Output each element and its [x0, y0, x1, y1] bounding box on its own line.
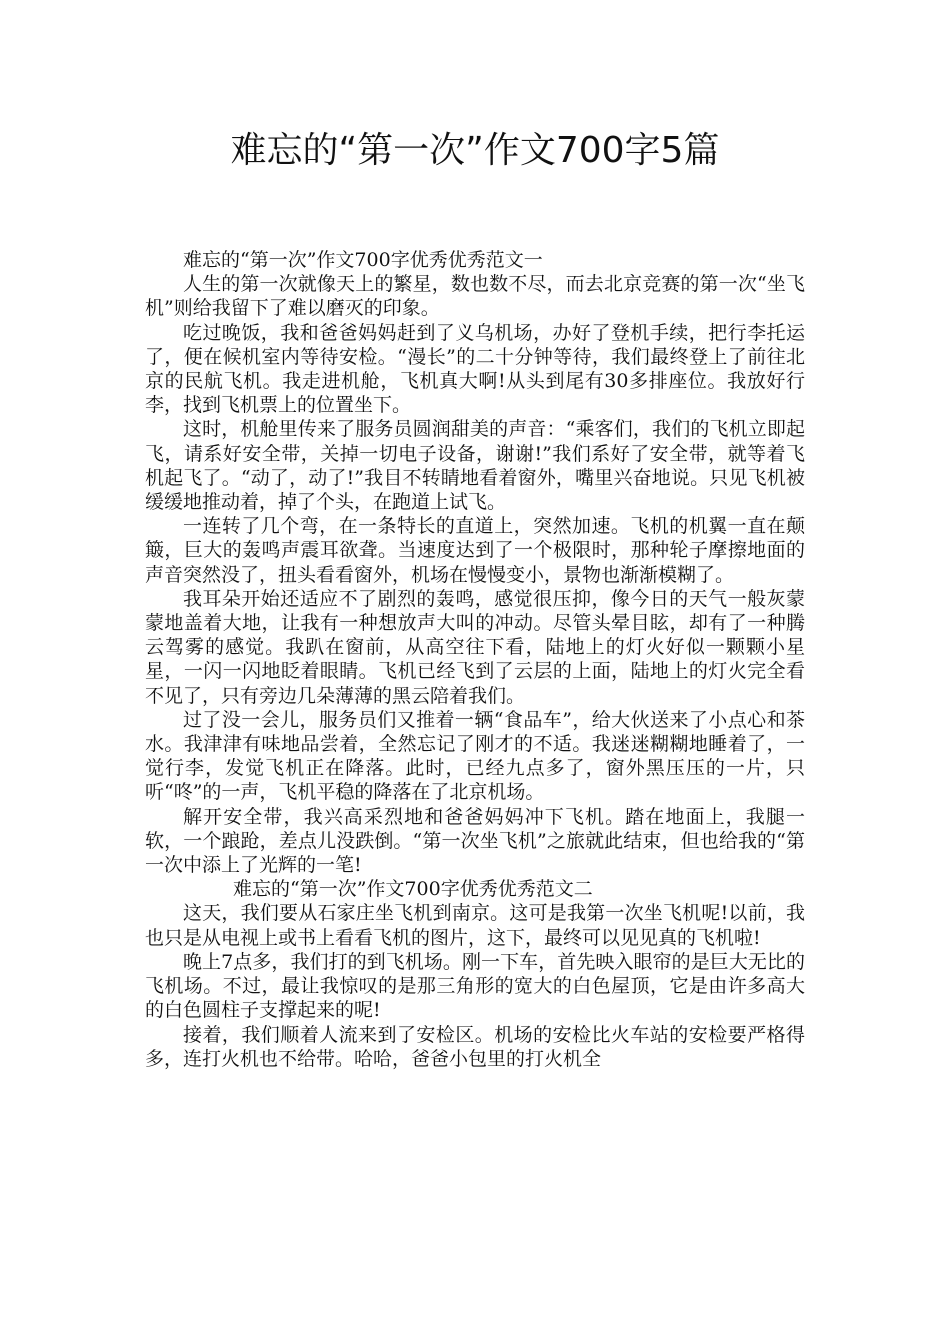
section-heading: 难忘的“第一次”作文700字优秀优秀范文二	[233, 878, 593, 901]
paragraph: 这时，机舱里传来了服务员圆润甜美的声音：“乘客们，我们的飞机立即起飞，请系好安全带，关掉一切电子设备，谢谢!”我们系好了安全带，就等着飞机起飞了。“动了，动了!”我目不转睛地看着窗外，嘴里兴奋地说。只见飞机被缓缓地推动着，掉了个头，在跑道上试飞。	[145, 418, 805, 514]
paragraph: 这天，我们要从石家庄坐飞机到南京。这可是我第一次坐飞机呢!以前，我也只是从电视上或书上看看飞机的图片，这下，最终可以见见真的飞机啦!	[145, 902, 805, 949]
document-body	[145, 248, 805, 1071]
paragraph: 过了没一会儿，服务员们又推着一辆“食品车”，给大伙送来了小点心和茶水。我津津有味地品尝着，全然忘记了刚才的不适。我迷迷糊糊地睡着了，一觉行李，发觉飞机正在降落。此时，已经九点多了，窗外黑压压的一片，只听“咚”的一声，飞机平稳的降落在了北京机场。	[145, 708, 805, 804]
paragraph: 人生的第一次就像天上的繁星，数也数不尽，而去北京竞赛的第一次“坐飞机”则给我留下了难以磨灭的印象。	[145, 273, 805, 320]
paragraph: 我耳朵开始还适应不了剧烈的轰鸣，感觉很压抑，像今日的天气一般灰蒙蒙地盖着大地，让我有一种想放声大叫的冲动。尽管头晕目眩，却有了一种腾云驾雾的感觉。我趴在窗前，从高空往下看，陆地上的灯火好似一颗颗小星星，一闪一闪地眨着眼睛。飞机已经飞到了云层的上面，陆地上的灯火完全看不见了，只有旁边几朵薄薄的黑云陪着我们。	[145, 587, 805, 707]
paragraph: 晚上7点多，我们打的到飞机场。刚一下车，首先映入眼帘的是巨大无比的飞机场。不过，最让我惊叹的是那三角形的宽大的白色屋顶，它是由许多高大的白色圆柱子支撑起来的呢!	[145, 950, 805, 1022]
paragraph: 解开安全带，我兴高采烈地和爸爸妈妈冲下飞机。踏在地面上，我腿一软，一个踉跄，差点儿没跌倒。“第一次坐飞机”之旅就此结束，但也给我的“第一次中添上了光辉的一笔!	[145, 805, 805, 877]
section-heading: 难忘的“第一次”作文700字优秀优秀范文一	[183, 249, 543, 271]
document-title: 难忘的“第一次”作文700字5篇	[230, 130, 720, 171]
paragraph: 接着，我们顺着人流来到了安检区。机场的安检比火车站的安检要严格得多，连打火机也不给带。哈哈，爸爸小包里的打火机全	[145, 1023, 805, 1070]
paragraph: 吃过晚饭，我和爸爸妈妈赶到了义乌机场，办好了登机手续，把行李托运了，便在候机室内等待安检。“漫长”的二十分钟等待，我们最终登上了前往北京的民航飞机。我走进机舱，飞机真大啊!从头到尾有30多排座位。我放好行李，找到飞机票上的位置坐下。	[145, 321, 805, 417]
paragraph: 一连转了几个弯，在一条特长的直道上，突然加速。飞机的机翼一直在颠簸，巨大的轰鸣声震耳欲聋。当速度达到了一个极限时，那种轮子摩擦地面的声音突然没了，扭头看看窗外，机场在慢慢变小，景物也渐渐模糊了。	[145, 515, 805, 586]
